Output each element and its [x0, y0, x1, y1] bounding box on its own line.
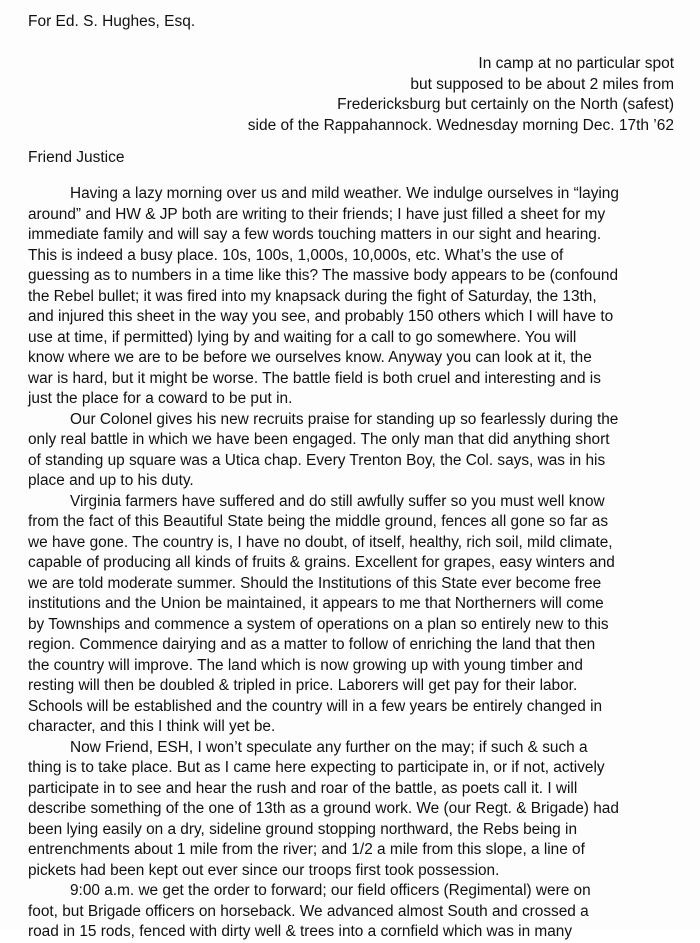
body-line: from the fact of this Beautiful State being the middle ground, fences all gone so far as	[28, 513, 609, 530]
body-line: guessing as to numbers in a time like this? The massive body appears to be (confound	[28, 267, 619, 284]
body-line: the country will improve. The land which is now growing up with young timber and	[28, 656, 583, 674]
heading-line: side of the Rappahannock. Wednesday morning Dec. 17th ’62	[247, 116, 674, 134]
body-line: know where we are to be before we ourselves know. Anyway you can look at it, the	[28, 349, 592, 366]
body-line: and injured this sheet in the way you see, and probably 150 others which I will have to	[28, 308, 614, 325]
body-line: entrenchments about 1 mile from the river; and 1/2 a mile from this slope, a line of	[28, 841, 585, 858]
body-line: immediate family and will say a few words touching matters in our sight and hearing.	[28, 226, 602, 243]
body-line: Having a lazy morning over us and mild weather. We indulge ourselves in “laying	[70, 185, 619, 202]
body-line: Virginia farmers have suffered and do still awfully suffer so you must well know	[70, 492, 605, 510]
greeting: Friend Justice	[28, 149, 125, 166]
body-line: resting will then be doubled & tripled in price. Laborers will get pay for their labor.	[28, 677, 578, 694]
body-line: of standing up square was a Utica chap. Every Trenton Boy, the Col. says, was in his	[28, 451, 606, 469]
heading-line: Fredericksburg but certainly on the North (safest)	[337, 96, 674, 113]
body-line: capable of producing all kinds of fruits & grains. Excellent for grapes, easy winters and	[28, 554, 615, 571]
body-line: by Townships and commence a system of operations on a plan so entirely new to this	[28, 615, 609, 633]
body-line: region. Commence dairying and as a matter to follow of enriching the land that then	[28, 636, 596, 653]
body-line: Now Friend, ESH, I won’t speculate any further on the may; if such & such a	[70, 738, 588, 756]
body-line: place and up to his duty.	[28, 472, 194, 489]
body-line: been lying easily on a dry, sideline ground stopping northward, the Rebs being in	[28, 820, 577, 838]
heading-line: In camp at no particular spot	[478, 55, 674, 72]
body-line: only real battle in which we have been engaged. The only man that did anything short	[28, 431, 610, 448]
body-line: the Rebel bullet; it was fired into my knapsack during the fight of Saturday, the 13th,	[28, 287, 597, 305]
body-line: around” and HW & JP both are writing to their friends; I have just filled a sheet for my	[28, 205, 606, 223]
body-line: Schools will be established and the country will in a few years be entirely changed in	[28, 697, 603, 715]
body-line: institutions and the Union be maintained, it appears to me that Northerners will come	[28, 595, 604, 612]
body-line: participate in to see and hear the rush and roar of the battle, as poets call it. I will	[28, 779, 578, 797]
body-line: road in 15 rods, fenced with dirty well & trees into a cornfield which was in many	[28, 923, 573, 940]
letter-body	[28, 184, 688, 943]
body-line: character, and this I think will yet be.	[28, 718, 276, 735]
body-line: Our Colonel gives his new recruits praise for standing up so fearlessly during the	[70, 410, 619, 428]
body-line: This is indeed a busy place. 10s, 100s, 1,000s, 10,000s, etc. What’s the use of	[28, 246, 564, 264]
body-line: use at time, if permitted) lying by and waiting for a call to go somewhere. You will	[28, 328, 577, 346]
addressee-line: For Ed. S. Hughes, Esq.	[28, 13, 196, 30]
body-line: we have gone. The country is, I have no doubt, of itself, healthy, rich soil, mild climate,	[28, 533, 613, 551]
body-line: just the place for a coward to be put in.	[28, 390, 293, 407]
body-line: thing is to take place. But as I came here expecting to participate in, or if not, actively	[28, 759, 605, 776]
body-line: foot, but Brigade officers on horseback. We advanced almost South and crossed a	[28, 902, 589, 920]
body-line: war is hard, but it might be worse. The battle field is both cruel and interesting and is	[28, 369, 601, 387]
letter-heading	[154, 54, 674, 136]
body-line: 9:00 a.m. we get the order to forward; our field officers (Regimental) were on	[70, 882, 591, 899]
body-line: we are told moderate summer. Should the Institutions of this State ever become free	[28, 574, 602, 592]
body-line: describe something of the one of 13th as a ground work. We (our Regt. & Brigade) had	[28, 800, 619, 817]
body-line: pickets had been kept out ever since our troops first took possession.	[28, 861, 500, 879]
heading-line: but supposed to be about 2 miles from	[410, 75, 674, 93]
